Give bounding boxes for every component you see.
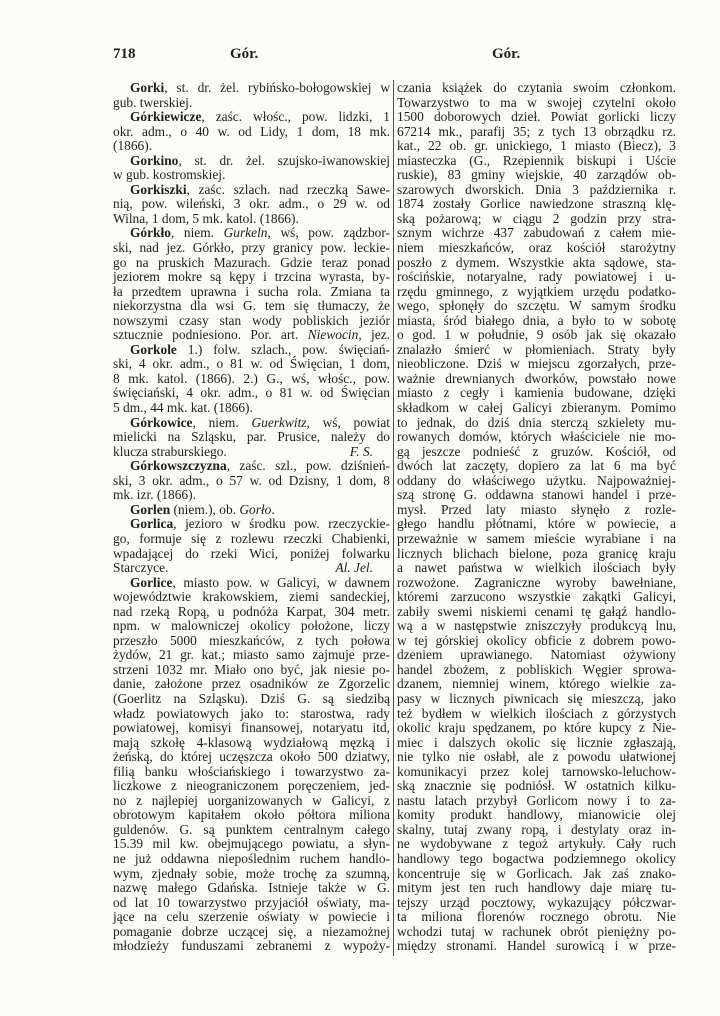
- text-line: nastu latach przybył Gorlicom nowy i to za-: [397, 792, 676, 808]
- text-line: jeziorem mokre są kępy i trzcina wyrasta, by-: [113, 269, 390, 285]
- headword: Gorlica: [130, 516, 174, 532]
- text-line: [113, 445, 390, 460]
- text-span: , niem.: [170, 225, 224, 241]
- left-column: [113, 81, 390, 954]
- text-span: .: [271, 501, 275, 517]
- text-line: [113, 503, 390, 518]
- text-line: [113, 343, 390, 358]
- text-line: [113, 576, 390, 591]
- text-span: , wś, powiat: [306, 414, 391, 430]
- text-line: obrotowym kapitałem około półtora miliona: [113, 807, 390, 823]
- text-line: miasteczka (G., Rzepiennik biskupi i Uście: [397, 152, 676, 168]
- text-line: 15.39 mil kw. obejmującego powiatu, a słyn-: [113, 836, 390, 852]
- text-line: licznych blichach bielone, poza granicę kraju: [397, 545, 676, 561]
- text-line: [113, 561, 390, 576]
- text-line: między stronami. Handel surowicą i w prze-: [397, 938, 676, 954]
- text-line: koncentruje się w Gorlicach. Jak zaś znako-: [397, 865, 676, 881]
- text-line: nazwę małego Gdańska. Istnieje także w G.: [113, 880, 390, 896]
- text-line: w tej górskiej okolicy obficie z dobrem powo-: [397, 632, 676, 648]
- text-line: a nawet państwa w wielkich ilościach były: [397, 560, 676, 576]
- text-span: , jez.: [358, 327, 391, 343]
- text-span: , niem.: [192, 414, 252, 430]
- text-line: Wilna, 1 dom, 5 mk. katol. (1866).: [113, 210, 299, 226]
- text-line: komity produkt handlowy, mianowicie olej: [397, 807, 676, 823]
- text-line: [113, 81, 390, 96]
- text-span: , st. dr. żel. rybińsko-bołogowskiej w: [164, 80, 390, 95]
- text-line: wego, spłonęły do szczętu. W samym środku: [397, 298, 676, 314]
- text-line: niem mieszkańców, oraz kościół starożytny: [397, 240, 676, 256]
- text-line: powiatowej, komisyi finansowej, notaryatu itd,: [113, 720, 390, 736]
- text-line: poszło z dymem. Wszystkie akta sądowe, sta-: [397, 254, 676, 270]
- text-line: [113, 517, 390, 532]
- text-span: sztucznie podniesiono. Por. art.: [113, 327, 308, 343]
- author-signature: F. S.: [349, 443, 373, 459]
- text-line: (1866).: [113, 138, 153, 154]
- text-line: sznym wichrze 437 zabudowań z całem mie-: [397, 225, 676, 241]
- text-line: o god. 1 w południe, 9 osób jak się okazało: [397, 327, 676, 343]
- text-span: , zaśc. szl., pow. dziśnień-: [226, 458, 390, 474]
- text-line: szą stronę G. oddawna stanowi handel i prze-: [397, 487, 676, 503]
- text-line: władz powiatowych jako to: starostwa, rady: [113, 705, 390, 721]
- text-span: klucza straburskiego.: [113, 443, 227, 459]
- running-head-left: Gór.: [230, 46, 259, 62]
- text-span: , jezioro w środku pow. rzeczyckie-: [173, 516, 390, 532]
- text-line: zabiły swemi niskiemi cenami tę gałąź handlo-: [397, 603, 676, 619]
- text-line: jące na celu szerzenie oświaty w powiecie i: [113, 909, 390, 925]
- headword: Górkło: [130, 225, 171, 241]
- text-line: handlowy tego bogactwa podziemnego okolicy: [397, 850, 676, 866]
- text-line: gą jeszcze podnieść z gruzów. Kościół, od: [397, 443, 676, 459]
- text-line: [113, 183, 390, 198]
- headword: Gorkiszki: [130, 181, 187, 197]
- text-line: głego handlu płótnami, które w powiecie, a: [397, 516, 676, 532]
- text-line: 67214 mk., parafij 35; z tych 13 obrządku rz.: [397, 123, 676, 139]
- author-signature: Al. Jel.: [335, 560, 373, 576]
- text-line: no z najlepiej uorganizowanych w Galicyi, z: [113, 792, 390, 808]
- column-divider: [393, 80, 394, 956]
- text-line: tejszy urząd pocztowy, wykazujący półczwar-: [397, 894, 676, 910]
- text-line: [113, 416, 390, 431]
- text-span: (niem.), ob.: [170, 501, 240, 517]
- text-line: znalazło śmierć w płomieniach. Straty były: [397, 341, 676, 357]
- text-line: ski, 3 okr. adm., o 57 w. od Dzisny, 1 dom, 8: [113, 472, 390, 488]
- italic-term: Guerkwitz: [251, 414, 307, 430]
- text-span: Starczyce.: [113, 560, 169, 576]
- italic-term: Gurkeln: [223, 225, 268, 241]
- text-line: npm. w malowniczej okolicy położone, liczy: [113, 618, 390, 634]
- headword: Gorkole: [130, 341, 177, 357]
- text-line: mitym jest ten ruch handlowy daje miarę tu-: [397, 880, 676, 896]
- text-line: nieobliczone. Dziś w miejscu zgorzałych, prze-: [397, 356, 676, 372]
- text-span: 1.) folw. szlach., pow. święciań-: [176, 341, 390, 357]
- text-line: od lat 10 towarzystwo przyjaciół oświaty, ma-: [113, 894, 390, 910]
- text-line: mysł. Przed laty miasto słynęło z rozle-: [397, 501, 676, 517]
- italic-term: Gorło: [239, 501, 272, 517]
- text-line: danie, założone przez osadników ze Zgorzelic: [113, 676, 390, 692]
- headword: Gorlice: [130, 574, 173, 590]
- running-head-right: Gór.: [492, 46, 521, 62]
- text-line: żeńską, do której uczęszcza około 500 dziatwy,: [113, 749, 390, 765]
- text-line: [113, 226, 390, 241]
- text-line: rzędu gminnego, z wyjątkiem urzędu podatko-: [397, 283, 676, 299]
- text-line: pasy w licznych piwnicach się mieszczą, jako: [397, 690, 676, 706]
- text-line: go na pruskich Mazurach. Gdzie teraz ponad: [113, 254, 390, 270]
- text-line: rozwożone. Zagraniczne wyroby bawełniane,: [397, 574, 676, 590]
- page-number: 718: [113, 46, 136, 62]
- text-line: pomaganie dobrze uczącej się, a niezamożnej: [113, 923, 390, 939]
- text-line: skalny, tutaj zwany ropą, i destylaty oraz in-: [397, 821, 676, 837]
- text-line: w gub. kostromskiej.: [113, 167, 226, 183]
- text-line: wpadającej do rzeki Wici, poniżej folwarku: [113, 545, 390, 561]
- text-line: rowanych domów, których właściciele nie mo-: [397, 429, 676, 445]
- text-line: czania książek do czytania swoim członkom.: [397, 80, 676, 95]
- text-line: dwóch lat zaczęty, dopiero za lat 6 ma być: [397, 458, 676, 474]
- text-line: mk. izr. (1866).: [113, 487, 196, 503]
- text-line: mają szkołę 4-klasową wydziałową męzką i: [113, 734, 390, 750]
- text-line: strzeni 1032 mr. Miało ono być, jak niesie po-: [113, 661, 390, 677]
- text-line: miasta, śród białego dnia, a było to w sobotę: [397, 312, 676, 328]
- text-line: handel zbożem, z pobliskich Węgier sprowa-: [397, 661, 676, 677]
- text-line: młodzieży funduszami zebranemi z wypoży-: [113, 938, 390, 954]
- text-line: (Goerlitz na Szląsku). Dziś G. są siedzibą: [113, 690, 390, 706]
- text-line: [113, 110, 390, 125]
- text-line: ne już oddawna niepoślednim ruchem handlo-: [113, 850, 390, 866]
- text-line: niekorzystna dla wsi G. tem się tłumaczy, że: [113, 298, 390, 314]
- text-span: , wś, pow. ządzbor-: [267, 225, 390, 241]
- text-line: wchodzi tutaj w rachunek obrót pieniężny po-: [397, 923, 676, 939]
- headword: Górkiewicze: [130, 109, 202, 125]
- text-line: 5 dm., 44 mk. kat. (1866).: [113, 400, 253, 416]
- text-line: [113, 154, 390, 169]
- text-line: 1874 zostały Gorlice nawiedzone straszną klę-: [397, 196, 676, 212]
- text-line: wym, zjednały sobie, może trochę za szumną,: [113, 865, 390, 881]
- headword: Gorkino: [130, 152, 179, 168]
- text-line: przeszło 5000 mieszkańców, z tych połowa: [113, 632, 390, 648]
- headword: Gorlen: [130, 501, 171, 517]
- text-line: dzeniem uprawianego. Natomiast ożywiony: [397, 647, 676, 663]
- text-line: go, formuje się z rozlewu rzeczki Chabienki,: [113, 530, 390, 546]
- right-column: [397, 81, 676, 954]
- text-line: wą a w następstwie zniszczyły produkcyą lnu,: [397, 618, 676, 634]
- text-line: miec i dalszych okolic się licznie zgłaszają,: [397, 734, 676, 750]
- text-line: województwie krakowskiem, ziemi sandeckiej,: [113, 589, 390, 605]
- text-line: miasto z cegły i kamienia budowane, dzięki: [397, 385, 676, 401]
- text-line: nią, pow. wileński, 3 okr. adm., o 29 w. od: [113, 196, 390, 212]
- text-line: ważnie drewnianych dworków, powstało nowe: [397, 370, 676, 386]
- text-line: ne wydobywane z tegoż artykuły. Cały ruch: [397, 836, 676, 852]
- text-line: święciański, 4 okr. adm., o 81 w. od Święcian: [113, 385, 390, 401]
- text-line: [113, 328, 390, 343]
- text-line: ta miliona florenów rocznego obrotu. Nie: [397, 909, 676, 925]
- text-line: ła przedtem uprawna i sucha rola. Zmiana ta: [113, 283, 390, 299]
- text-line: ską pożarową; w ciągu 2 godzin przy stra-: [397, 210, 676, 226]
- text-line: ską znacznie się podniósł. W ostatnich kilku-: [397, 778, 676, 794]
- text-line: dzanem, niemniej winem, którego wielkie za-: [397, 676, 676, 692]
- text-span: , miasto pow. w Galicyi, w dawnem: [172, 574, 390, 590]
- text-line: Towarzystwo to ma w swojej czytelni około: [397, 94, 676, 110]
- text-line: komunikacyi przez kolej tarnowsko-leluchow-: [397, 763, 676, 779]
- text-line: 1500 doborowych dzieł. Powiat gorlicki liczy: [397, 109, 676, 125]
- text-line: kat., 22 ob. gr. unickiego, 1 miasto (Biecz), 3: [397, 138, 676, 154]
- headword: Gorki: [130, 80, 165, 95]
- text-line: okr. adm., o 40 w. od Lidy, 1 dom, 18 mk.: [113, 123, 390, 139]
- text-line: składkom w całej Galicyi zbieranym. Pomimo: [397, 400, 676, 416]
- text-line: 8 mk. katol. (1866). 2.) G., wś, włośc., pow.: [113, 370, 390, 386]
- text-line: przeważnie w samem mieście wyrabiane i na: [397, 530, 676, 546]
- text-line: nie tylko nie osłabł, ale z powodu ułatwionej: [397, 749, 676, 765]
- text-line: filią banku włościańskiego i towarzystwo za-: [113, 763, 390, 779]
- text-line: szarowych dworskich. Dnia 3 października r.: [397, 181, 676, 197]
- text-line: żydów, 21 gr. kat.; miasto samo zajmuje prze-: [113, 647, 390, 663]
- text-line: oddany do właściwego użytku. Najpoważniej-: [397, 472, 676, 488]
- text-line: ski, 4 okr. adm., o 81 w. od Święcian, 1 dom,: [113, 356, 390, 372]
- text-line: ruskie), 83 gminy wiejskie, 40 zarządów ob-: [397, 167, 676, 183]
- italic-term: Niewocin: [307, 327, 359, 343]
- headword: Górkowice: [130, 414, 193, 430]
- text-line: też bydłem w wielkich ilościach z górzystych: [397, 705, 676, 721]
- text-line: rościńskie, notaryalne, rady powiatowej i u-: [397, 269, 676, 285]
- text-line: okolic kraju spędzanem, po które kupcy z Nie-: [397, 720, 676, 736]
- text-line: gub. twerskiej.: [113, 94, 193, 110]
- text-span: , zaśc. włośc., pow. lidzki, 1: [201, 109, 390, 125]
- text-span: , zaśc. szlach. nad rzeczką Sawe-: [186, 181, 390, 197]
- text-line: nowszymi czasy stan wody pobliskich jeziór: [113, 312, 390, 328]
- headword: Górkowszczyzna: [130, 458, 227, 474]
- text-line: mielicki na Szląsku, par. Prusice, należy do: [113, 429, 390, 445]
- text-line: nad rzeką Ropą, u podnóża Karpat, 304 metr.: [113, 603, 390, 619]
- text-span: , st. dr. żel. szujsko-iwanowskiej: [178, 152, 390, 168]
- text-line: [113, 459, 390, 474]
- text-line: liczkowe z nieograniczonem poręczeniem, jed-: [113, 778, 390, 794]
- text-line: ski, nad jez. Górkło, przy granicy pow. leckie-: [113, 240, 390, 256]
- text-line: któremi zarzucono wszystkie zakątki Galicyi,: [397, 589, 676, 605]
- text-line: guldenów. G. są punktem centralnym całego: [113, 821, 390, 837]
- text-line: to jednak, do dziś dnia sterczą szkielety mu-: [397, 414, 676, 430]
